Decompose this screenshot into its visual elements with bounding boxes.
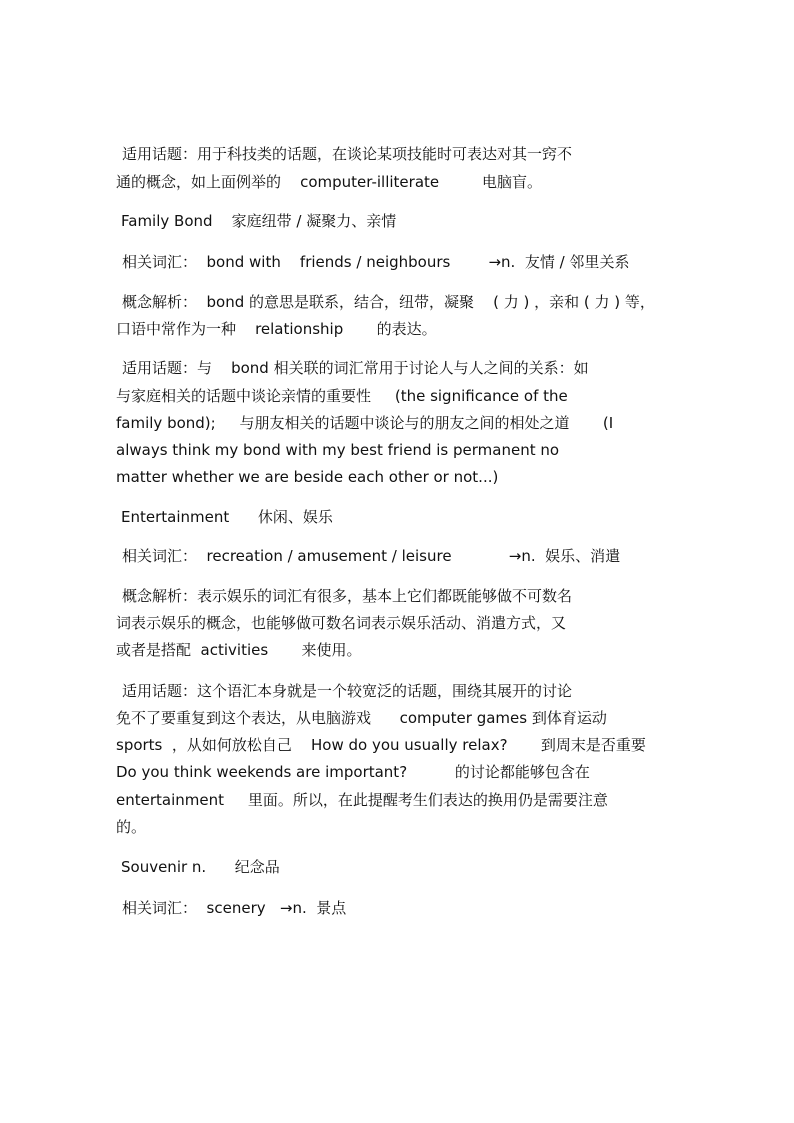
topic-bond-line-3: family bond); 与朋友相关的话题中谈论与的朋友之间的相处之道 (I — [116, 414, 614, 432]
related-words-souvenir: 相关词汇： scenery →n. 景点 — [122, 899, 347, 917]
topic-entertainment-line-1: 适用话题：这个语汇本身就是一个较宽泛的话题，围绕其展开的讨论 — [122, 682, 573, 700]
heading-family-bond: Family Bond 家庭纽带 / 凝聚力、亲情 — [121, 212, 397, 230]
topic-bond-line-1: 适用话题：与 bond 相关联的词汇常用于讨论人与人之间的关系：如 — [122, 359, 589, 377]
paragraph-topic-computer-line-1: 适用话题：用于科技类的话题，在谈论某项技能时可表达对其一窍不 — [122, 145, 573, 163]
topic-bond-line-5: matter whether we are beside each other or not...) — [116, 468, 499, 486]
concept-entertainment-line-1: 概念解析：表示娱乐的词汇有很多，基本上它们都既能够做不可数名 — [122, 587, 573, 605]
concept-bond-line-1: 概念解析： bond 的意思是联系，结合，纽带，凝聚 ( 力 ) ，亲和 ( 力 ) 等， — [122, 293, 655, 311]
concept-bond-line-2: 口语中常作为一种 relationship 的表达。 — [116, 320, 437, 338]
topic-bond-line-4: always think my bond with my best friend is permanent no — [116, 441, 560, 459]
topic-entertainment-line-5: entertainment 里面。所以，在此提醒考生们表达的换用仍是需要注意 — [116, 791, 608, 809]
topic-entertainment-line-2: 免不了要重复到这个表达，从电脑游戏 computer games 到体育运动 — [116, 709, 607, 727]
topic-entertainment-line-6: 的。 — [116, 818, 147, 836]
concept-entertainment-line-2: 词表示娱乐的概念，也能够做可数名词表示娱乐活动、消遣方式，又 — [116, 614, 567, 632]
concept-entertainment-line-3: 或者是搭配 activities 来使用。 — [116, 641, 362, 659]
heading-entertainment: Entertainment 休闲、娱乐 — [121, 508, 333, 526]
heading-souvenir: Souvenir n. 纪念品 — [121, 858, 280, 876]
paragraph-topic-computer-line-2: 通的概念，如上面例举的 computer-illiterate 电脑盲。 — [116, 173, 543, 191]
related-words-entertainment: 相关词汇： recreation / amusement / leisure →n. 娱乐、消遣 — [122, 547, 621, 565]
topic-entertainment-line-4: Do you think weekends are important? 的讨论都能够包含在 — [116, 763, 590, 781]
related-words-bond: 相关词汇： bond with friends / neighbours →n. 友情 / 邻里关系 — [122, 253, 630, 271]
topic-entertainment-line-3: sports ，从如何放松自己 How do you usually relax? 到周末是否重要 — [116, 736, 646, 754]
topic-bond-line-2: 与家庭相关的话题中谈论亲情的重要性 (the significance of the — [116, 387, 568, 405]
